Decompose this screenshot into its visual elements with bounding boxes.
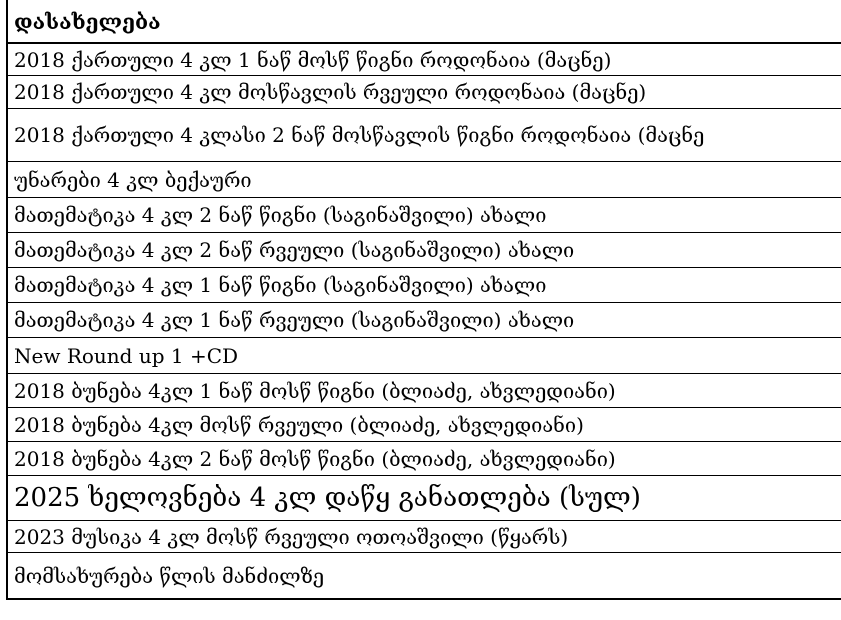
- table-row: [6, 476, 841, 521]
- row-text: 2023 მუსიკა 4 კლ მოსწ რვეული ოთოაშვილი (წყარს): [14, 524, 569, 549]
- table-row: [6, 109, 841, 162]
- row-text: New Round up 1 +CD: [14, 343, 239, 368]
- table-row: [6, 162, 841, 198]
- row-text: 2025 ხელოვნება 4 კლ დაწყ განათლება (სულ): [14, 483, 641, 513]
- row-text: მათემატიკა 4 კლ 2 ნაწ რვეული (საგინაშვილი) ახალი: [14, 238, 575, 262]
- header-label: დასახელება: [14, 8, 161, 34]
- table-row: [6, 44, 841, 76]
- table-row: [6, 521, 841, 553]
- row-text: უნარები 4 კლ ბექაური: [14, 167, 252, 192]
- row-text: 2018 ბუნება 4კლ მოსწ რვეული (ბლიაძე, ახვლედიანი): [14, 412, 584, 437]
- table-row: [6, 408, 841, 442]
- row-text: 2018 ქართული 4 კლასი 2 ნაწ მოსწავლის წიგნი როდონაია (მაცნე: [14, 123, 705, 147]
- table-row: [6, 76, 841, 109]
- row-text: 2018 ბუნება 4კლ 1 ნაწ მოსწ წიგნი (ბლიაძე, ახვლედიანი): [14, 378, 616, 403]
- table-row: [6, 338, 841, 374]
- row-text: 2018 ქართული 4 კლ მოსწავლის რვეული როდონაია (მაცნე): [14, 80, 647, 104]
- row-text: 2018 ბუნება 4კლ 2 ნაწ მოსწ წიგნი (ბლიაძე, ახვლედიანი): [14, 446, 616, 471]
- table-header: [6, 0, 841, 44]
- table-row: [6, 553, 841, 600]
- row-text: მათემატიკა 4 კლ 2 ნაწ წიგნი (საგინაშვილი) ახალი: [14, 203, 547, 227]
- table-row: [6, 442, 841, 476]
- table-row: [6, 374, 841, 408]
- table-row: [6, 198, 841, 233]
- row-text: მომსახურება წლის მანძილზე: [14, 563, 325, 588]
- table-row: [6, 268, 841, 303]
- row-text: მათემატიკა 4 კლ 1 ნაწ წიგნი (საგინაშვილი) ახალი: [14, 273, 547, 297]
- row-text: 2018 ქართული 4 კლ 1 ნაწ მოსწ წიგნი როდონაია (მაცნე): [14, 47, 612, 72]
- table-row: [6, 303, 841, 338]
- table-row: [6, 233, 841, 268]
- row-text: მათემატიკა 4 კლ 1 ნაწ რვეული (საგინაშვილი) ახალი: [14, 308, 575, 332]
